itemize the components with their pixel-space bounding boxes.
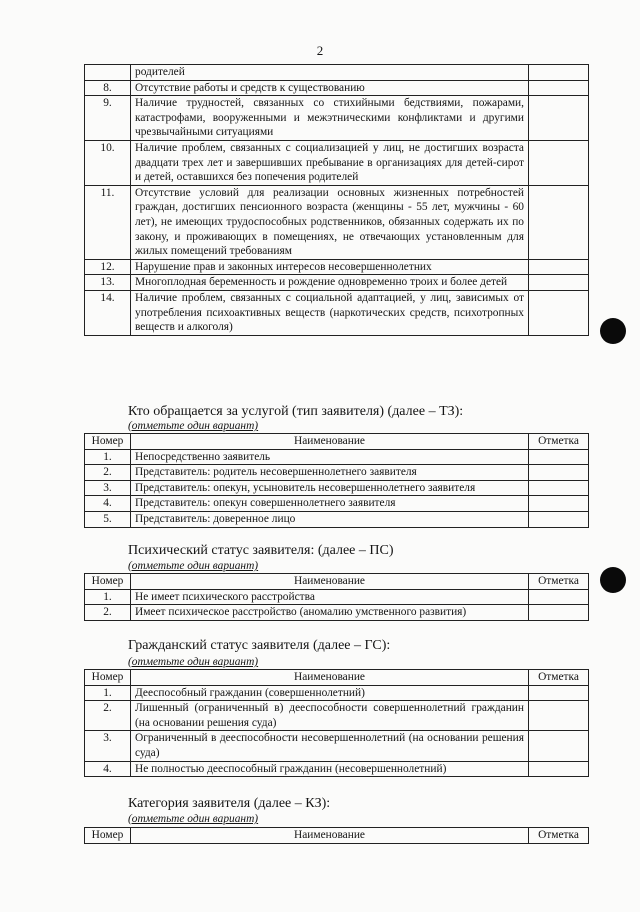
header-mark: Отметка <box>529 828 589 844</box>
applicant-category-table <box>84 827 589 844</box>
section-title-mental-status: Психический статус заявителя: (далее – ПС) <box>128 543 394 558</box>
table-row <box>85 140 589 185</box>
table-row <box>85 701 589 731</box>
mark-cell[interactable] <box>529 259 589 275</box>
row-number: 12. <box>85 259 131 275</box>
table-row <box>85 761 589 777</box>
row-text: Многоплодная беременность и рождение одновременно троих и более детей <box>131 275 529 291</box>
mark-cell[interactable] <box>529 185 589 259</box>
table-row <box>85 185 589 259</box>
mark-cell[interactable] <box>529 496 589 512</box>
row-text: Наличие трудностей, связанных со стихийными бедствиями, пожарами, катастрофами, вооруженными и межэтническими конфликтами и другими чрезвычайными ситуациями <box>131 96 529 141</box>
row-text: Нарушение прав и законных интересов несовершеннолетних <box>131 259 529 275</box>
row-text: Отсутствие условий для реализации основных жизненных потребностей граждан, достигших пенсионного возраста (женщины - 55 лет, мужчины - 60 лет), не имеющих трудоспособных родственников, обязанных содержать их по закону, и проживающих в помещениях, не отвечающих установленным для жилых помещений требованиям <box>131 185 529 259</box>
table-row <box>85 496 589 512</box>
header-mark: Отметка <box>529 434 589 450</box>
mental-status-table <box>84 573 589 621</box>
table-row <box>85 96 589 141</box>
row-text: Наличие проблем, связанных с социализацией у лиц, не достигших возраста двадцати трех лет и завершивших пребывание в организациях для детей-сирот и детей, оставшихся без попечения родителей <box>131 140 529 185</box>
row-number: 3. <box>85 731 131 761</box>
row-text: Не полностью дееспособный гражданин (несовершеннолетний) <box>131 761 529 777</box>
applicant-type-table <box>84 433 589 528</box>
row-number: 11. <box>85 185 131 259</box>
mark-cell[interactable] <box>529 761 589 777</box>
header-mark: Отметка <box>529 574 589 590</box>
section-title-applicant-category: Категория заявителя (далее – КЗ): <box>128 796 331 811</box>
mark-cell[interactable] <box>529 605 589 621</box>
table-row <box>85 685 589 701</box>
table-header-row <box>85 828 589 844</box>
table-row <box>85 290 589 335</box>
row-text: Представитель: доверенное лицо <box>131 511 529 527</box>
header-number: Номер <box>85 828 131 844</box>
row-text: Непосредственно заявитель <box>131 449 529 465</box>
row-number: 3. <box>85 480 131 496</box>
row-number: 13. <box>85 275 131 291</box>
row-text: Лишенный (ограниченный в) дееспособности совершеннолетний гражданин (на основании решения суда) <box>131 701 529 731</box>
header-number: Номер <box>85 574 131 590</box>
row-text: Наличие проблем, связанных с социальной адаптацией, у лиц, зависимых от употребления психоактивных веществ (наркотических средств, психотропных веществ и алкоголя) <box>131 290 529 335</box>
row-number: 2. <box>85 465 131 481</box>
row-number <box>85 65 131 81</box>
mark-cell[interactable] <box>529 80 589 96</box>
section-title-civil-status: Гражданский статус заявителя (далее – ГС): <box>128 638 391 653</box>
row-number: 2. <box>85 701 131 731</box>
header-name: Наименование <box>131 574 529 590</box>
table-row <box>85 605 589 621</box>
mark-cell[interactable] <box>529 275 589 291</box>
punch-hole <box>600 318 626 344</box>
row-text: Имеет психическое расстройство (аномалию умственного развития) <box>131 605 529 621</box>
table-row <box>85 449 589 465</box>
mark-cell[interactable] <box>529 290 589 335</box>
mark-cell[interactable] <box>529 96 589 141</box>
row-text: Представитель: опекун совершеннолетнего заявителя <box>131 496 529 512</box>
row-number: 1. <box>85 685 131 701</box>
mark-cell[interactable] <box>529 731 589 761</box>
row-text: родителей <box>131 65 529 81</box>
mark-cell[interactable] <box>529 701 589 731</box>
row-number: 1. <box>85 449 131 465</box>
row-text: Дееспособный гражданин (совершеннолетний) <box>131 685 529 701</box>
table-row <box>85 465 589 481</box>
header-name: Наименование <box>131 828 529 844</box>
mark-cell[interactable] <box>529 589 589 605</box>
table-row <box>85 480 589 496</box>
row-text: Ограниченный в дееспособности несовершеннолетний (на основании решения суда) <box>131 731 529 761</box>
table-row <box>85 80 589 96</box>
row-number: 1. <box>85 589 131 605</box>
table-row <box>85 731 589 761</box>
table-header-row <box>85 574 589 590</box>
row-number: 2. <box>85 605 131 621</box>
table-header-row <box>85 670 589 686</box>
table-row <box>85 275 589 291</box>
table-row <box>85 589 589 605</box>
header-number: Номер <box>85 434 131 450</box>
table-row <box>85 259 589 275</box>
section-note: (отметьте один вариант) <box>128 420 259 432</box>
mark-cell[interactable] <box>529 480 589 496</box>
row-number: 5. <box>85 511 131 527</box>
row-number: 4. <box>85 496 131 512</box>
section-title-applicant-type: Кто обращается за услугой (тип заявителя) (далее – ТЗ): <box>128 404 464 419</box>
punch-hole <box>600 567 626 593</box>
mark-cell[interactable] <box>529 511 589 527</box>
criteria-table <box>84 64 589 336</box>
mark-cell[interactable] <box>529 685 589 701</box>
header-mark: Отметка <box>529 670 589 686</box>
civil-status-table <box>84 669 589 777</box>
table-header-row <box>85 434 589 450</box>
row-text: Отсутствие работы и средств к существованию <box>131 80 529 96</box>
mark-cell[interactable] <box>529 65 589 81</box>
mark-cell[interactable] <box>529 449 589 465</box>
row-text: Не имеет психического расстройства <box>131 589 529 605</box>
header-number: Номер <box>85 670 131 686</box>
table-row <box>85 65 589 81</box>
header-name: Наименование <box>131 434 529 450</box>
table-row <box>85 511 589 527</box>
row-number: 4. <box>85 761 131 777</box>
row-number: 14. <box>85 290 131 335</box>
mark-cell[interactable] <box>529 140 589 185</box>
header-name: Наименование <box>131 670 529 686</box>
row-text: Представитель: родитель несовершеннолетнего заявителя <box>131 465 529 481</box>
page-number: 2 <box>316 43 324 58</box>
row-number: 8. <box>85 80 131 96</box>
section-note: (отметьте один вариант) <box>128 813 259 825</box>
row-number: 10. <box>85 140 131 185</box>
row-text: Представитель: опекун, усыновитель несовершеннолетнего заявителя <box>131 480 529 496</box>
section-note: (отметьте один вариант) <box>128 656 259 668</box>
row-number: 9. <box>85 96 131 141</box>
section-note: (отметьте один вариант) <box>128 560 259 572</box>
mark-cell[interactable] <box>529 465 589 481</box>
